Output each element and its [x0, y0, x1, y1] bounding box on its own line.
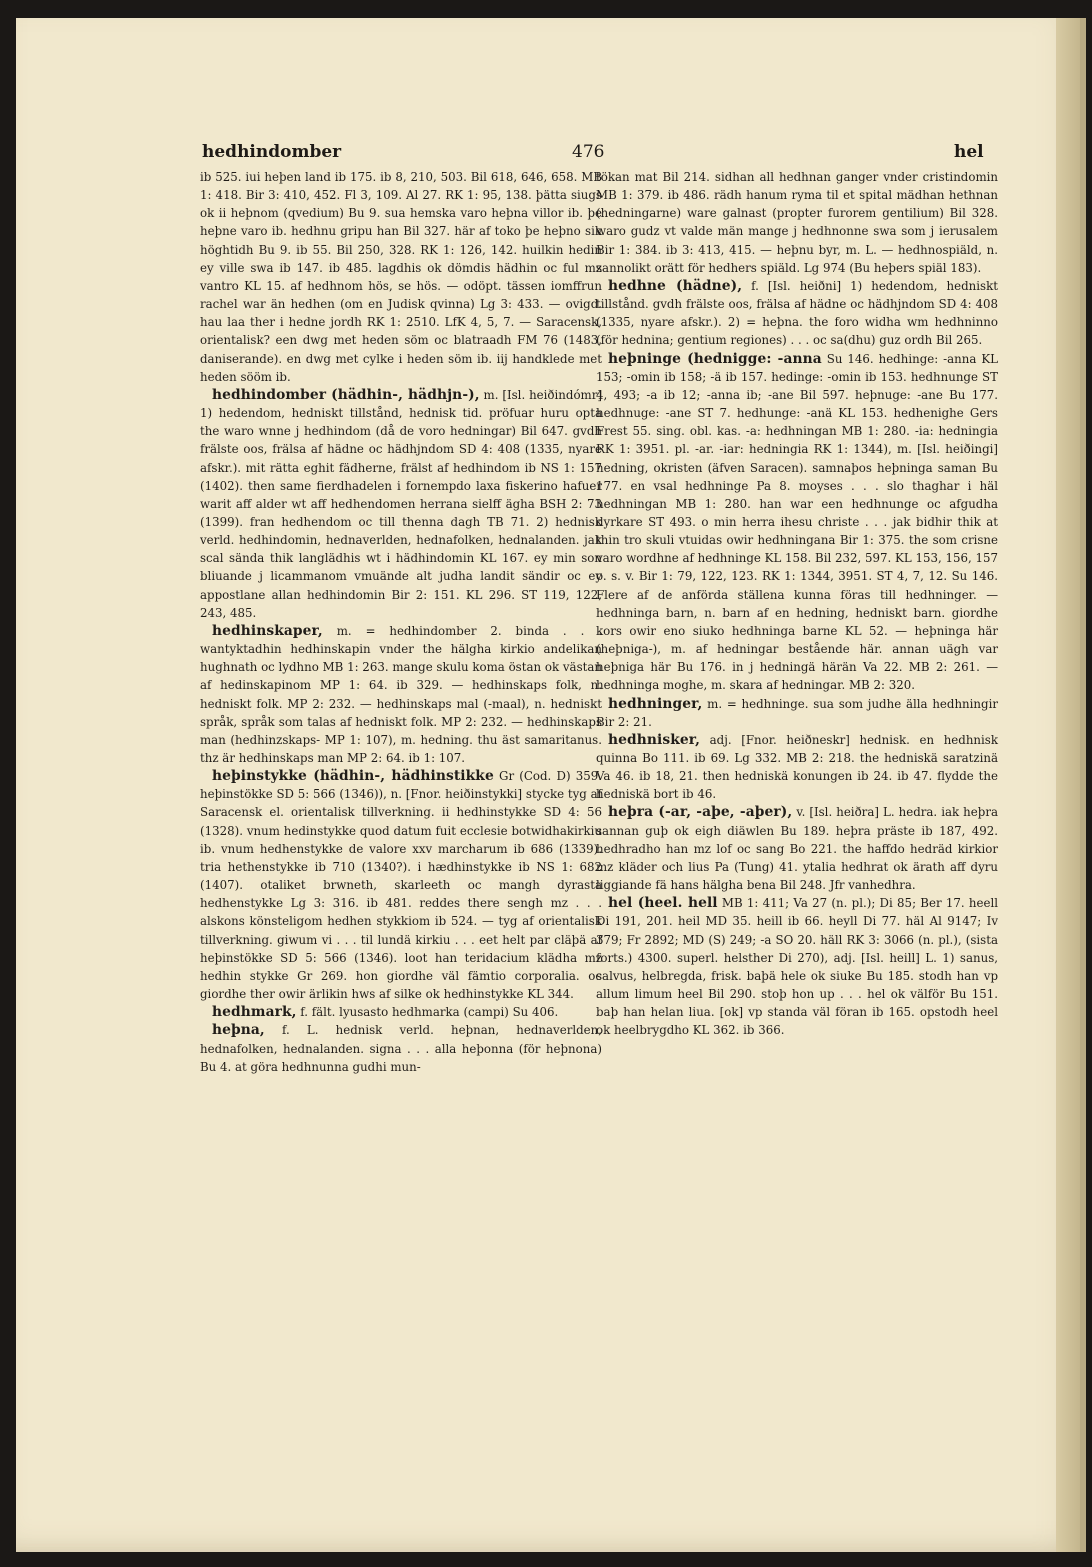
- entry-body: v. [Isl. heiðra] L. hedra. iak heþra sannan guþ ok eigh diäwlen Bu 189. heþra präste ib 187, 492. hedhradho han mz lof oc sang Bo 221. the haffdo hedräd kirkior mz kläder och lius Pa (Tung) 41. ytalia hedhrat ok ärath aff dyru liggiande fä hans hälgha bena Bil 248. Jfr vanhedhra.: [596, 805, 998, 893]
- entry-body: tökan mat Bil 214. sidhan all hedhnan ganger vnder cristindomin MB 1: 379. ib 486. rädh hanum ryma til et spital mädhan hethnan (hedningarne) ware galnast (propter furorem gentilium) Bil 328. waro gudz vt valde män mange j hedhnonne swa som j ierusalem Bir 1: 384. ib 3: 413, 415. — heþnu byr, m. L. — hedhnospiäld, n. sannolikt orätt för hedhers spiäld. Lg 974 (Bu heþers spiäl 183).: [596, 170, 998, 275]
- entry-body: MB 1: 411; Va 27 (n. pl.); Di 85; Ber 17. heell Di 191, 201. heil MD 35. heill ib 66. heyll Di 77. häl Al 9147; Iv 379; Fr 2892; MD (S) 249; -a SO 20. häll RK 3: 3066 (n. pl.), (sista forts.) 4300. superl. helsther Di 270), adj. [Isl. heill] L. 1) sanus, salvus, helbregda, frisk. baþä hele ok siuke Bu 185. stodh han vp allum limum heel Bil 290. stoþ hon up . . . hel ok välför Bu 151. baþ han helan liua. [ok] vp standa väl föran ib 165. opstodh heel ok heelbrygdho KL 362. ib 366.: [596, 896, 998, 1038]
- dictionary-entry: [596, 695, 998, 731]
- headword: heþra (-ar, -aþe, -aþer),: [608, 804, 793, 821]
- entry-body: Gr (Cod. D) 359. heþinstökke SD 5: 566 (1346)), n. [Fnor. heiðinstykki] stycke tyg af Saracensk el. orientalisk tillverkning. ii hedhinstykke SD 4: 56 (1328). vnum hedinstykke quod datum fuit ecclesie botwidhakirkiu ib. vnum hedhenstykke de valore xxv marcharum ib 686 (1339). tria hethenstykke ib 710 (1340?). i hædhinstykke ib NS 1: 682 (1407). otaliket brwneth, skarleeth oc mangh dyrasta hedhenstykke Lg 3: 316. ib 481. reddes there sengh mz . . . alskons könsteligom hedhen stykkiom ib 524. — tyg af orientalisk tillverkning. giwum vi . . . til lundä kirkiu . . . eet helt par cläþä af heþinstökke SD 5: 566 (1346). loot han teridacium klädha mz hedhin stykke Gr 269. hon giordhe väl fämtio corporalia. oc giordhe ther owir ärlikin hws af silke ok hedhinstykke KL 344.: [200, 769, 602, 1002]
- entry-body: f. L. hednisk verld. heþnan, hednaverlden, hednafolken, hednalanden. signa . . . alla heþonna (för heþnona) Bu 4. at göra hedhnunna gudhi mun-: [200, 1023, 602, 1074]
- entry-body: m. = hedhninge. sua som judhe älla hedhningir Bir 2: 21.: [596, 696, 998, 729]
- dictionary-entry: [596, 350, 998, 695]
- dictionary-entry: [200, 622, 602, 767]
- headword: hedhne (hädne),: [608, 277, 743, 294]
- dictionary-entry: [596, 803, 998, 894]
- header-right-guideword: hel: [954, 142, 984, 162]
- dictionary-entry: [200, 1003, 602, 1021]
- entry-body: ib 525. iui heþen land ib 175. ib 8, 210, 503. Bil 618, 646, 658. MB 1: 418. Bir 3: 410, 452. Fl 3, 109. Al 27. RK 1: 95, 138. þätta siugs ok ii heþnom (qvedium) Bu 9. sua hemska varo heþna villor ib. þe heþne varo ib. hedhnu gripu han Bil 327. här af toko þe heþno sik höghtidh Bu 9. ib 55. Bil 250, 328. RK 1: 126, 142. huilkin hedin ey ville swa ib 147. ib 485. lagdhis ok dömdis hädhin oc ful mz vantro KL 15. af hedhnom hös, se hös. — odöpt. tässen iomffrun rachel war än hedhen (om en Judisk qvinna) Lg 3: 433. — ovigd. hau laa ther i hedne jordh RK 1: 2510. LfK 4, 5, 7. — Saracensk, orientalisk? een dwg met heden söm oc blatraadh FM 76 (1483, daniserande). en dwg met cylke i heden söm ib. iij handklede met heden sööm ib.: [200, 170, 602, 384]
- right-column: [596, 168, 998, 1040]
- headword: heþinstykke (hädhin-, hädhinstikke: [212, 768, 494, 785]
- dictionary-entry: [596, 894, 998, 1039]
- dictionary-entry: [200, 767, 602, 1003]
- entry-body: f. fält. lyusasto hedhmarka (campi) Su 406.: [296, 1005, 559, 1020]
- dictionary-entry: [596, 277, 998, 350]
- headword: heþna,: [212, 1022, 265, 1039]
- page: [16, 18, 1086, 1552]
- page-edge-shadow: [1056, 18, 1080, 1552]
- left-column: [200, 168, 602, 1076]
- entry-continuation: [596, 168, 998, 277]
- headword: hedhindomber (hädhin-, hädhjn-),: [212, 386, 480, 403]
- entry-body: m. [Isl. heiðindómr] 1) hedendom, hedniskt tillstånd, hednisk tid. pröfuar huru opta the waro wnne j hedhindom (då de voro hedningar) Bil 647. gvdh frälste oos, frälsa af hädne oc hädhjndom SD 4: 408 (1335, nyare afskr.). mit rätta eghit fädherne, frälst af hedhindom ib NS 1: 157 (1402). then same fierdhadelen i fornempdo laxa fiskerino hafuer warit aff alder wt aff hedhendomen herrana sielff ägha BSH 2: 73 (1399). fran hedhendom oc till thenna dagh TB 71. 2) hednisk verld. hedhindomin, hednaverlden, hednafolken, hednalanden. jak scal sända thik langlädhis wt i hädhindomin KL 167. ey min son bliuande j licammanom vmuände alt judha landit sändir oc ey appostlane allan hedhindomin Bir 2: 151. KL 296. ST 119, 122, 243, 485.: [200, 387, 602, 620]
- entry-body: Su 146. hedhinge: -anna KL 153; -omin ib 158; -ä ib 157. hedinge: -omin ib 153. hedhnunge ST 4, 493; -a ib 12; -anna ib; -ane Bil 597. heþnuge: -ane Bu 177. hedhnuge: -ane ST 7. hedhunge: -anä KL 153. hedhenighe Gers Frest 55. sing. obl. kas. -a: hedhningan MB 1: 280. -ia: hedningia RK 1: 3951. pl. -ar. -iar: hedningia RK 1: 1344), m. [Isl. heiðingi] hedning, okristen (äfven Saracen). samnaþos heþninga saman Bu 177. en vsal hedhninge Pa 8. moyses . . . slo thaghar i häl hedhningan MB 1: 280. han war een hedhnunge oc afgudha dyrkare ST 493. o min herra ihesu christe . . . jak bidhir thik at thin tro skuli vtuidas owir hedhningana Bir 1: 375. the som crisne varo wordhne af hedhninge KL 158. Bil 232, 597. KL 153, 156, 157 o. s. v. Bir 1: 79, 122, 123. RK 1: 1344, 3951. ST 4, 7, 12. Su 146. Flere af de anförda ställena kunna föras till hedhninger. — hedhninga barn, n. barn af en hedning, hedniskt barn. giordhe kors owir eno siuko hedhninga barne KL 52. — heþninga här (heþniga-), m. af hedningar bestående här. annan uägh var heþniga här Bu 176. in j hedningä härän Va 22. MB 2: 261. — hedhninga moghe, m. skara af hedningar. MB 2: 320.: [596, 351, 998, 693]
- page-number: 476: [572, 142, 605, 162]
- dictionary-entry: [200, 1021, 602, 1075]
- headword: hedhinskaper,: [212, 622, 323, 639]
- dictionary-entry: [596, 731, 998, 804]
- headword: hedhnisker,: [608, 731, 701, 748]
- entry-body: adj. [Fnor. heiðneskr] hednisk. en hedhnisk quinna Bo 111. ib 69. Lg 332. MB 2: 218. the hedniskä saratzinä Va 46. ib 18, 21. then hedniskä konungen ib 24. ib 47. flydde the hedniskä bort ib 46.: [596, 732, 998, 802]
- header-left-guideword: hedhindomber: [202, 142, 342, 162]
- headword: hel (heel. hell: [608, 895, 718, 912]
- dictionary-entry: [200, 386, 602, 622]
- entry-body: f. [Isl. heiðni] 1) hedendom, hedniskt tillstånd. gvdh frälste oos, frälsa af hädne oc hädhjndom SD 4: 408 (1335, nyare afskr.). 2) = heþna. the foro widha wm hedhninno (för hedninа; gentium regiones) . . . oc sa(dhu) guz ordh Bil 265.: [596, 278, 998, 348]
- entry-continuation: [200, 168, 602, 386]
- entry-body: m. = hedhindomber 2. binda . . . wantyktadhin hedhinskapin vnder the hälgha kirkio andelikan hughnath oc lydhno MB 1: 263. mange skulu koma östan ok västan af hedinskapinom MP 1: 64. ib 329. — hedhinskaps folk, n. hedniskt folk. MP 2: 232. — hedhinskaps mal (-maal), n. hedniskt språk, språk som talas af hedniskt folk. MP 2: 232. — hedhinskaps man (hedhinzskaps- MP 1: 107), m. hedning. thu äst samaritanus. thz är hedhinskaps man MP 2: 64. ib 1: 107.: [200, 623, 602, 765]
- headword: hedhmark,: [212, 1004, 297, 1021]
- headword: hedhninger,: [608, 695, 703, 712]
- headword: heþninge (hednigge: -anna: [608, 350, 822, 367]
